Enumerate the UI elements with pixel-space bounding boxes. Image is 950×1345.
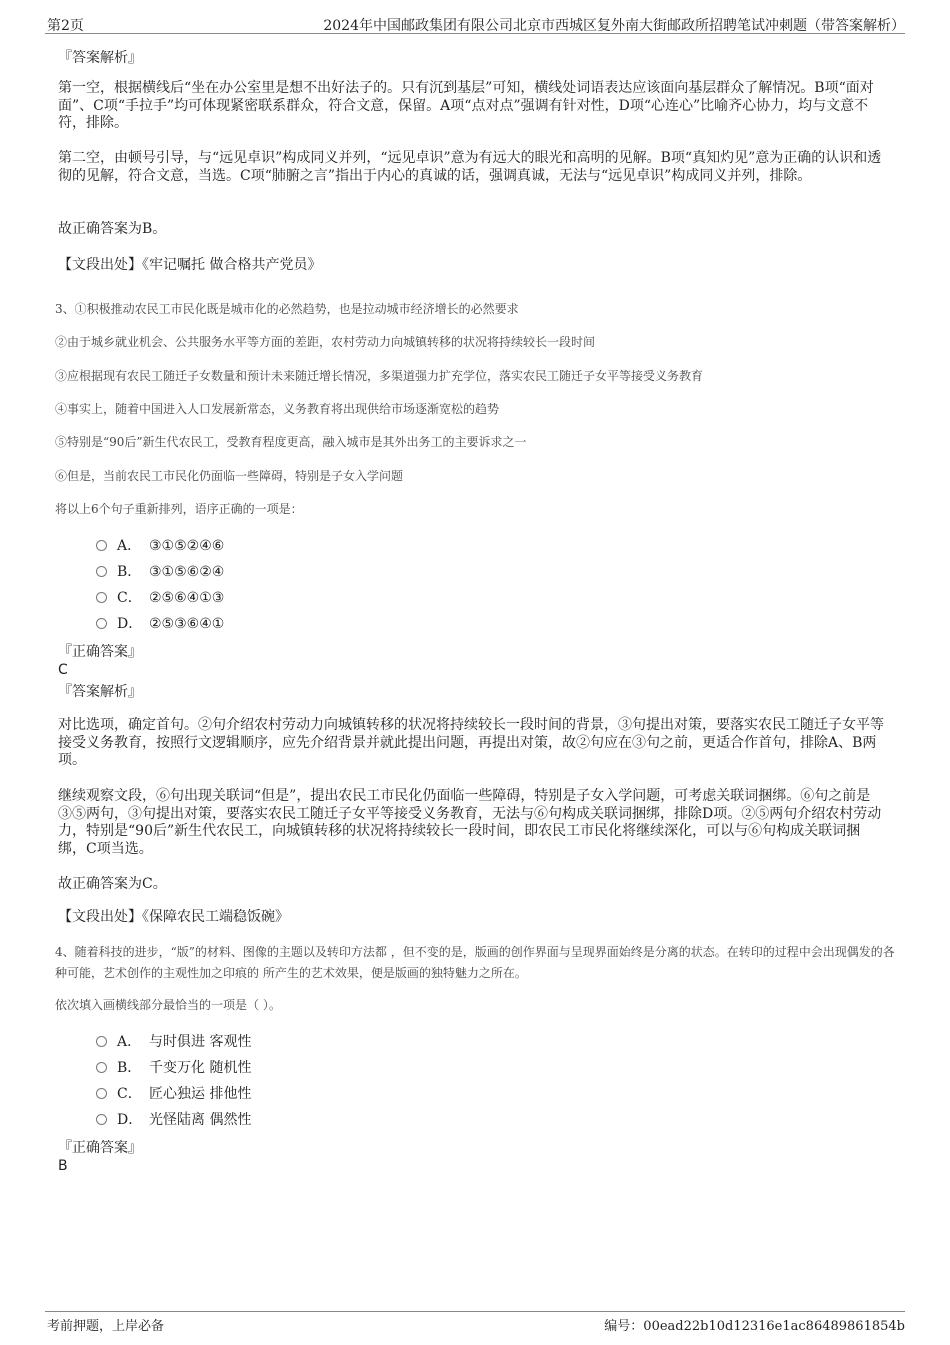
q3-answer: C xyxy=(58,662,68,678)
q3-option-a[interactable]: A． ③①⑤②④⑥ xyxy=(96,537,224,555)
q3-source: 【文段出处】《保障农民工端稳饭碗》 xyxy=(58,909,289,925)
q3-sentence-5: ⑤特别是“90后”新生代农民工，受教育程度更高，融入城市是其外出务工的主要诉求之一 xyxy=(55,435,527,449)
header-divider xyxy=(45,33,905,34)
q4-answer-label: 『正确答案』 xyxy=(58,1140,142,1156)
q3-sentence-2: ②由于城乡就业机会、公共服务水平等方面的差距，农村劳动力向城镇转移的状况将持续较长一段时间 xyxy=(55,335,596,349)
q3-option-b[interactable]: B． ③①⑤⑥②④ xyxy=(96,563,224,581)
q3-conclusion: 故正确答案为C。 xyxy=(58,876,167,892)
footer-divider xyxy=(45,1311,905,1312)
q3-prompt: 将以上6个句子重新排列，语序正确的一项是： xyxy=(55,502,303,516)
q3-sentence-1: 3、①积极推动农民工市民化既是城市化的必然趋势，也是拉动城市经济增长的必然要求 xyxy=(55,302,519,316)
q3-sentence-6: ⑥但是，当前农民工市民化仍面临一些障碍，特别是子女入学问题 xyxy=(55,469,404,483)
q4-prompt: 依次填入画横线部分最恰当的一项是（ ）。 xyxy=(55,998,281,1012)
q4-option-c[interactable]: C． 匠心独运 排他性 xyxy=(96,1085,251,1103)
q4-option-d[interactable]: D． 光怪陆离 偶然性 xyxy=(96,1111,251,1129)
q3-analysis-label: 『答案解析』 xyxy=(58,684,142,700)
q2-source: 【文段出处】《牢记嘱托 做合格共产党员》 xyxy=(58,257,322,273)
radio-button-icon[interactable] xyxy=(96,592,107,603)
radio-button-icon[interactable] xyxy=(96,618,107,629)
q3-answer-label: 『正确答案』 xyxy=(58,644,142,660)
q3-analysis-paragraph-1: 对比选项，确定首句。②句介绍农村劳动力向城镇转移的状况将持续较长一段时间的背景，③句提出对策，要落实农民工随迁子女平等接受义务教育，按照行文逻辑顺序，应先介绍背景并就此提出问题，再提出对策，故②句应在③句之前，更适合作首句，排除A、B两项。 xyxy=(58,717,884,768)
q4-stem: 4、随着科技的进步，“版”的材料、图像的主题以及转印方法都 ，但不变的是，版画的创作界面与呈现界面始终是分离的状态。在转印的过程中会出现偶发的各种可能，艺术创作的主观性加之印痕的 所产生的艺术效果，便是版画的独特魅力之所在。 xyxy=(55,945,895,980)
q2-analysis-label: 『答案解析』 xyxy=(58,50,142,66)
radio-button-icon[interactable] xyxy=(96,1114,107,1125)
footer-slogan: 考前押题，上岸必备 xyxy=(47,1319,165,1334)
radio-button-icon[interactable] xyxy=(96,1062,107,1073)
document-title: 2024年中国邮政集团有限公司北京市西城区复外南大街邮政所招聘笔试冲刺题（带答案解析） xyxy=(323,18,905,34)
q2-analysis-paragraph-1: 第一空，根据横线后“坐在办公室里是想不出好法子的。只有沉到基层”可知，横线处词语表达应该面向基层群众了解情况。B项“面对面”、C项“手拉手”均可体现紧密联系群众，符合文意，保留。A项“点对点”强调有针对性，D项“心连心”比喻齐心协力，均与文意不符，排除。 xyxy=(58,80,874,131)
radio-button-icon[interactable] xyxy=(96,1036,107,1047)
document-id: 编号：00ead22b10d12316e1ac86489861854b xyxy=(604,1319,905,1334)
q2-conclusion: 故正确答案为B。 xyxy=(58,221,167,237)
q3-sentence-4: ④事实上，随着中国进入人口发展新常态，义务教育将出现供给市场逐渐宽松的趋势 xyxy=(55,402,500,416)
q3-analysis-paragraph-2: 继续观察文段，⑥句出现关联词“但是”，提出农民工市民化仍面临一些障碍，特别是子女入学问题，可考虑关联词捆绑。⑥句之前是③⑤两句，③句提出对策，要落实农民工随迁子女平等接受义务教育，无法与⑥句构成关联词捆绑，排除D项。②⑤两句介绍农村劳动力，特别是“90后”新生代农民工，向城镇转移的状况将持续较长一段时间，即农民工市民化将继续深化，可以与⑥句构成关联词捆绑，C项当选。 xyxy=(58,788,882,857)
q4-option-a[interactable]: A． 与时俱进 客观性 xyxy=(96,1033,251,1051)
radio-button-icon[interactable] xyxy=(96,1088,107,1099)
radio-button-icon[interactable] xyxy=(96,566,107,577)
q2-analysis-paragraph-2: 第二空，由顿号引导，与“远见卓识”构成同义并列，“远见卓识”意为有远大的眼光和高明的见解。B项“真知灼见”意为正确的认识和透彻的见解，符合文意，当选。C项“肺腑之言”指出于内心的真诚的话，强调真诚，无法与“远见卓识”构成同义并列，排除。 xyxy=(58,150,882,184)
q4-answer: B xyxy=(58,1158,68,1174)
q3-sentence-3: ③应根据现有农民工随迁子女数量和预计未来随迁增长情况，多渠道强力扩充学位，落实农民工随迁子女平等接受义务教育 xyxy=(55,369,704,383)
page-number: 第2页 xyxy=(47,18,84,34)
q3-option-d[interactable]: D． ②⑤③⑥④① xyxy=(96,615,224,633)
radio-button-icon[interactable] xyxy=(96,540,107,551)
q4-option-b[interactable]: B． 千变万化 随机性 xyxy=(96,1059,251,1077)
q3-option-c[interactable]: C． ②⑤⑥④①③ xyxy=(96,589,224,607)
